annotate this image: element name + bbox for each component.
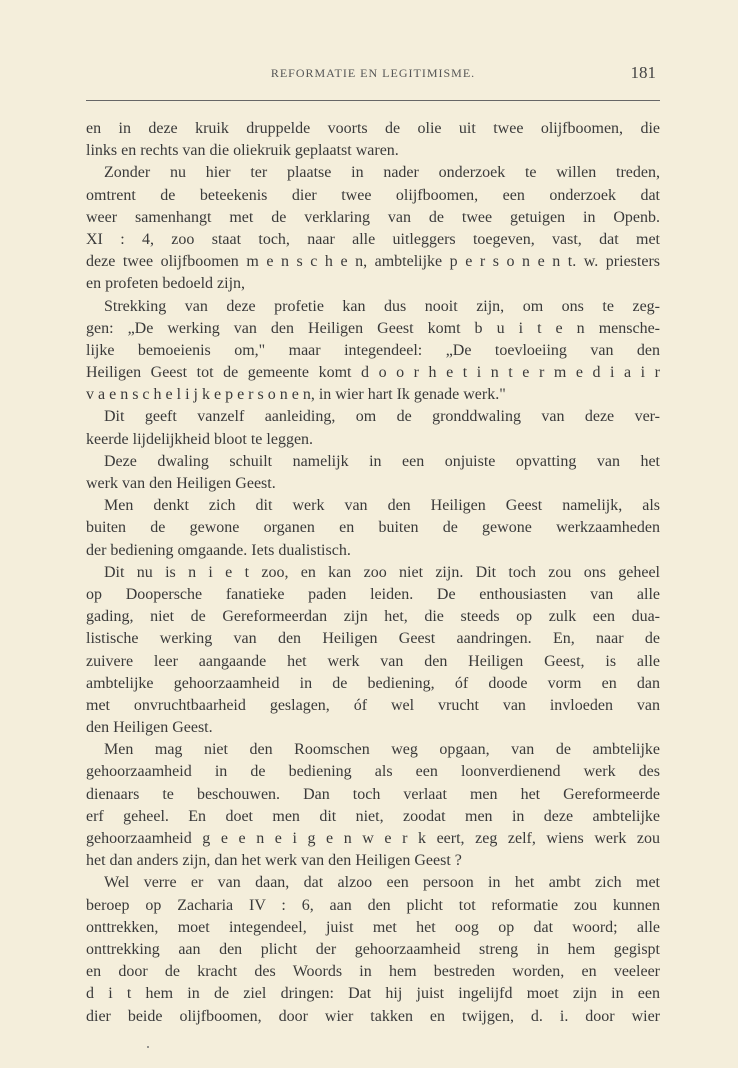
text-line: met onvruchtbaarheid geslagen, óf wel vrucht van invloeden van: [86, 696, 660, 714]
text-line: Strekking van deze profetie kan dus nooit zijn, om ons te zeg-: [104, 297, 660, 315]
text-line: Deze dwaling schuilt namelijk in een onjuiste opvatting van het: [104, 452, 660, 470]
text-line: Dit geeft vanzelf aanleiding, om de gronddwaling van deze ver-: [104, 408, 660, 426]
text-line: gading, niet de Gereformeerdan zijn het, die steeds op zulk een dua-: [86, 608, 660, 626]
text-line: gen: „De werking van den Heiligen Geest komt b u i t e n mensche-: [86, 319, 660, 337]
header-rule: [86, 100, 660, 101]
text-line: keerde lijdelijkheid bloot te leggen.: [86, 430, 314, 448]
text-line: en door de kracht des Woords in hem bestreden worden, en veeleer: [86, 963, 660, 981]
page-header: [86, 63, 660, 86]
text-line: erf geheel. En doet men dit niet, zoodat men in deze ambtelijke: [86, 807, 660, 825]
text-line: en in deze kruik druppelde voorts de olie uit twee olijfboomen, die: [86, 120, 660, 137]
text-line: werk van den Heiligen Geest.: [86, 475, 276, 492]
text-line: Dit nu is n i e t zoo, en kan zoo niet zijn. Dit toch zou ons geheel: [104, 563, 660, 581]
body-text: [86, 118, 660, 1028]
text-line: buiten de gewone organen en buiten de gewone werkzaamheden: [86, 519, 660, 537]
text-line: zuivere leer aangaande het werk van den Heiligen Geest, is alle: [86, 652, 660, 670]
text-line: het dan anders zijn, dan het werk van den Heiligen Geest ?: [86, 852, 462, 870]
text-line: lijke bemoeienis om," maar integendeel: „De toevloeiing van den: [86, 341, 660, 359]
text-line: listische werking van den Heiligen Geest aandringen. En, naar de: [86, 630, 660, 648]
text-line: den Heiligen Geest.: [86, 719, 213, 737]
text-line: onttrekking aan den plicht der gehoorzaamheid streng in hem gegispt: [86, 940, 660, 958]
text-line: links en rechts van die oliekruik geplaatst waren.: [86, 142, 399, 160]
text-line: Wel verre er van daan, dat alzoo een persoon in het ambt zich met: [104, 874, 660, 892]
text-line: omtrent de beteekenis dier twee olijfboomen, een onderzoek dat: [86, 186, 660, 204]
text-line: op Doopersche fanatieke paden leiden. De enthousiasten van alle: [86, 585, 660, 603]
page-number: 181: [630, 63, 656, 82]
text-line: Heiligen Geest tot de gemeente komt d o o r h e t i n t e r m e d i a i r: [86, 364, 660, 382]
page-speck: [147, 1046, 149, 1048]
text-line: beroep op Zacharia IV : 6, aan den plicht tot reformatie zou kunnen: [86, 896, 660, 914]
text-line: dier beide olijfboomen, door wier takken en twijgen, d. i. door wier: [86, 1007, 660, 1025]
text-line: deze twee olijfboomen m e n s c h e n, ambtelijke p e r s o n e n t. w. priesters: [86, 253, 660, 271]
running-title: REFORMATIE EN LEGITIMISME.: [270, 66, 476, 80]
text-line: Men mag niet den Roomschen weg opgaan, van de ambtelijke: [104, 741, 660, 759]
text-line: gehoorzaamheid g e e n e i g e n w e r k eert, zeg zelf, wiens werk zou: [86, 830, 660, 847]
text-line: ambtelijke gehoorzaamheid in de bediening, óf doode vorm en dan: [86, 674, 660, 692]
text-line: weer samenhangt met de verklaring van de twee getuigen in Openb.: [86, 208, 660, 226]
text-line: v a e n s c h e l i j k e p e r s o n e n, in wier hart Ik genade werk.": [86, 386, 506, 404]
text-line: der bediening omgaande. Iets dualistisch.: [86, 541, 351, 559]
text-line: Men denkt zich dit werk van den Heiligen Geest namelijk, als: [104, 497, 660, 515]
text-line: onttrekken, moet integendeel, juist met het oog op dat woord; alle: [86, 918, 660, 936]
text-line: en profeten bedoeld zijn,: [86, 275, 246, 293]
text-line: d i t hem in de ziel dringen: Dat hij juist ingelijfd moet zijn in een: [86, 985, 660, 1003]
text-line: gehoorzaamheid in de bediening als een loonverdienend werk des: [86, 763, 660, 781]
text-line: XI : 4, zoo staat toch, naar alle uitleggers toegeven, vast, dat met: [86, 230, 660, 248]
text-line: Zonder nu hier ter plaatse in nader onderzoek te willen treden,: [104, 164, 660, 182]
text-line: dienaars te beschouwen. Dan toch verlaat men het Gereformeerde: [86, 785, 660, 803]
